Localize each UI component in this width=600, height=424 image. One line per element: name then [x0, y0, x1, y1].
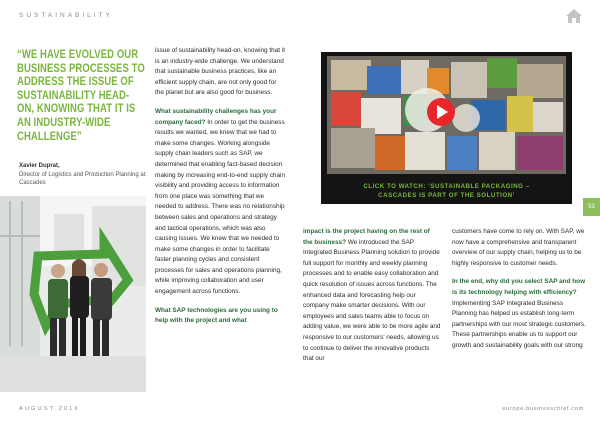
question: What sustainability challenges has your company faced?: [155, 107, 277, 126]
attribution-name: Xavier Duprat,: [19, 163, 60, 169]
article-column-2: [303, 227, 441, 373]
paragraph: [155, 306, 287, 327]
footer-date: AUGUST 2019: [19, 406, 80, 412]
question: impact is the project having on the rest of the business?: [303, 228, 430, 246]
answer: Implementing SAP Integrated Business Planning has helped us establish long-term partnerships with our most strategic customers. These partnerships enable us to support our growth and sustainability goals with our strong: [452, 299, 586, 349]
paragraph: issue of sustainability head-on, knowing that it is an industry-wide challenge. We understand that sustainable business practices, like an efficient supply chain, are not only good for the planet but are also good for business.: [155, 47, 286, 97]
pull-quote: “WE HAVE EVOLVED OUR BUSINESS PROCESSES TO ADDRESS THE ISSUE OF SUSTAINABILITY HEAD-ON, KNOWING THAT IT IS AN INDUSTRY-WIDE CHALLENGE”: [17, 48, 145, 143]
article-column-1: [155, 46, 287, 335]
footer-url[interactable]: europe.businesschief.com: [502, 406, 584, 412]
play-icon[interactable]: [426, 97, 456, 127]
page-number: 53: [583, 198, 600, 216]
question: In the end, why did you select SAP and how is its technology helping with efficiency?: [452, 278, 586, 296]
section-label: SUSTAINABILITY: [19, 12, 113, 19]
attribution-role: Director of Logistics and Production Planning at Cascades: [19, 171, 146, 186]
paragraph: [155, 107, 287, 298]
quote-attribution: [19, 162, 149, 188]
article-column-3: [452, 227, 588, 360]
video-player[interactable]: [321, 52, 572, 204]
video-caption-line: CASCADES IS PART OF THE SOLUTION’: [378, 192, 515, 199]
video-caption-line: CLICK TO WATCH: ‘SUSTAINABLE PACKAGING –: [363, 183, 530, 190]
answer: We introduced the SAP Integrated Business Planning solution to provide full support for monthly and weekly planning processes and to enable easy collaboration and quick resolution of issues across functions. The enhanced data and forecasting help our company make smarter decisions. With our employees and sales teams able to focus on adding value, we were able to be more agile and responsive to our customers’ needs, allowing us to continue to deliver the innovative products that our: [303, 238, 441, 363]
paragraph: [452, 277, 588, 351]
video-caption[interactable]: [321, 182, 572, 200]
home-icon[interactable]: [565, 8, 583, 24]
paragraph: [303, 227, 441, 365]
paragraph: customers have come to rely on. With SAP, we now have a comprehensive and transparent overview of our supply chain, helping us to be highly responsive to customer needs.: [452, 228, 585, 267]
question: What SAP technologies are you using to help with the project and what: [155, 306, 278, 325]
answer: In order to get the business results we wanted, we knew that we had to make some changes. Working alongside supply chain leaders such as SAP, we determined that enabling fact-based decision making by increasing end-to-end supply chain visibility and providing access to information from one place was something that we needed to address. There was no relationship between sales and operations and strategy and tactical operations, which was also causing issues. We knew that we needed to make some changes in order to facilitate faster planning cycles and consistent processes for sales and operations planning, while improving collaboration and user engagement across functions.: [155, 118, 286, 296]
team-photo: [0, 196, 146, 392]
